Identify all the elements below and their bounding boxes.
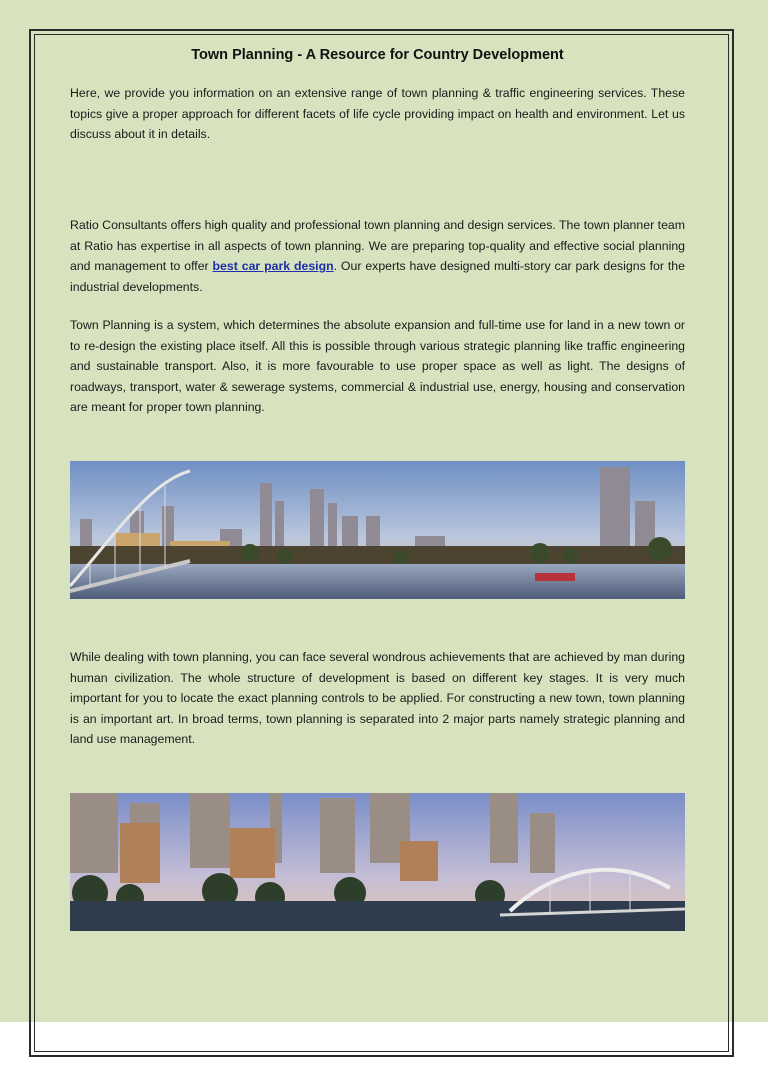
paragraph-text: . Our experts have designed multi-story car park designs for the industrial developments. <box>70 259 685 294</box>
city-skyline-photo-1 <box>70 461 685 599</box>
paragraph-achievements: While dealing with town planning, you can face several wondrous achievements that are achieved by man during human civilization. The whole structure of development is based on different key stages. It is very much important for you to locate the exact planning controls to be applied. For constructing a new town, town planning is an important art. In broad terms, town planning is separated into 2 major parts namely strategic planning and land use management. <box>70 650 685 747</box>
paragraph-ratio-consultants <box>70 215 685 297</box>
paragraph-intro: Here, we provide you information on an extensive range of town planning & traffic engineering services. These topics give a proper approach for different facets of life cycle providing impact on health and environment. Let us discuss about it in details. <box>70 86 685 142</box>
city-skyline-photo-2 <box>70 793 685 931</box>
best-car-park-design-link[interactable]: best car park design <box>212 259 334 274</box>
document-body <box>70 44 685 747</box>
paragraph-text: Ratio Consultants offers high quality and professional town planning and design services. The town planner team at Ratio has expertise in all aspects of town planning. We are preparing top-quality and effective social planning and management to offer <box>70 218 685 274</box>
paragraph-town-planning-system: Town Planning is a system, which determines the absolute expansion and full-time use for land in a new town or to re-design the existing place itself. All this is possible through various strategic planning like traffic engineering and sustainable transport. Also, it is more favourable to use proper space as well as light. The designs of roadways, transport, water & sewerage systems, commercial & industrial use, energy, housing and conservation are meant for proper town planning. <box>70 318 685 415</box>
document-title: Town Planning - A Resource for Country Development <box>191 47 564 63</box>
